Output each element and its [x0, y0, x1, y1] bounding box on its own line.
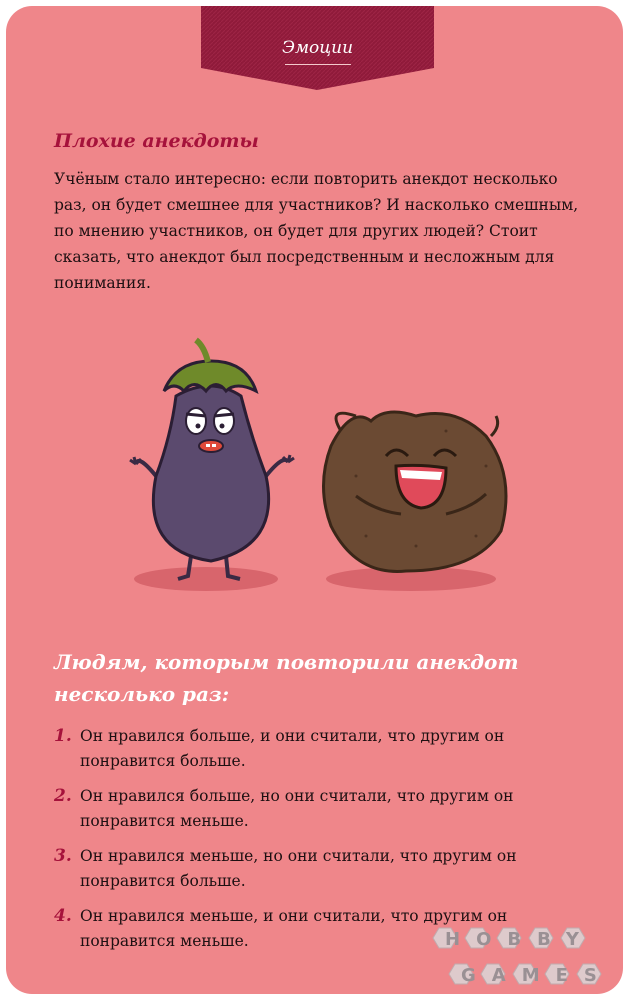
watermark-line1: HOBBY — [445, 929, 595, 950]
list-item — [54, 844, 594, 894]
item-text: Он нравился меньше, но они считали, что другим он понравится больше. — [80, 847, 517, 890]
laughing-poop-character — [324, 412, 507, 571]
intro-text: Учёным стало интересно: если повторить анекдот несколько раз, он будет смешнее для участников? И насколько смешным, по мнению участников, он будет для других людей? Стоит сказать, что анекдот был посредственным и несложным для понимания. — [54, 170, 579, 292]
card — [6, 6, 623, 994]
item-text: Он нравился меньше, и они считали, что другим он понравится меньше. — [80, 907, 508, 950]
banner-label: Эмоции — [281, 38, 354, 58]
item-number: 1. — [54, 726, 72, 746]
item-text: Он нравился больше, но они считали, что другим он понравится меньше. — [80, 787, 514, 830]
illustration — [116, 336, 516, 600]
list-item — [54, 724, 594, 774]
list-heading: Людям, которым повторили анекдот несколько раз: — [54, 650, 519, 706]
banner-divider — [285, 64, 351, 65]
list-item — [54, 784, 594, 834]
eggplant-character — [130, 340, 294, 579]
item-number: 4. — [54, 906, 72, 926]
eggplant-shadow — [134, 567, 278, 591]
item-number: 2. — [54, 786, 72, 806]
item-number: 3. — [54, 846, 72, 866]
card-title: Плохие анекдоты — [54, 130, 259, 152]
category-banner — [201, 6, 434, 90]
item-text: Он нравился больше, и они считали, что другим он понравится больше. — [80, 727, 505, 770]
hobby-games-logo — [425, 926, 620, 996]
watermark-line2: GAMES — [461, 965, 613, 986]
